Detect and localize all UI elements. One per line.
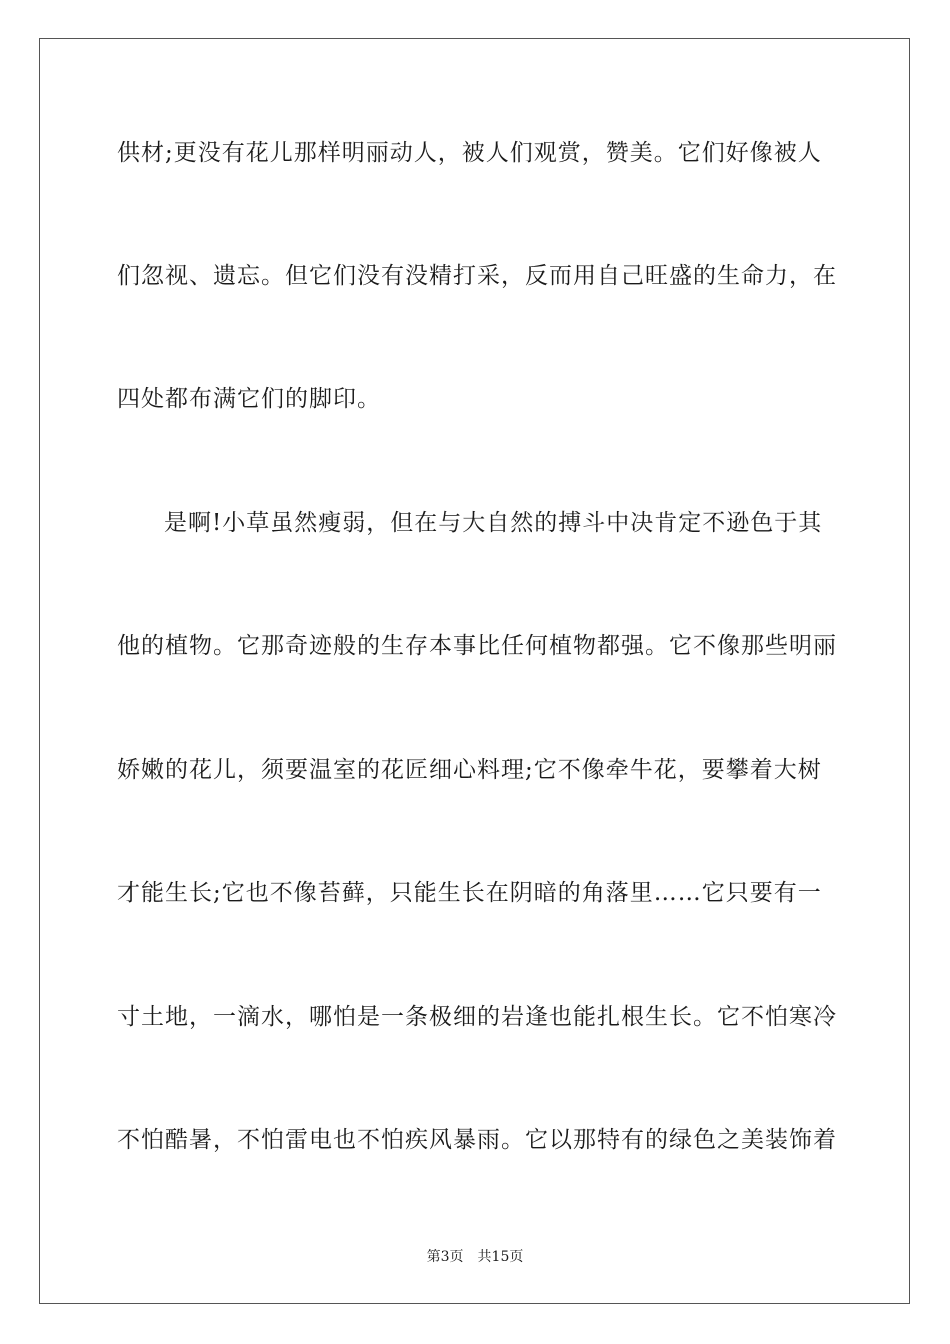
body-line-6: 娇嫩的花儿，须要温室的花匠细心料理;它不像牵牛花，要攀着大树 [117, 757, 822, 783]
body-line-1: 供材;更没有花儿那样明丽动人，被人们观赏，赞美。它们好像被人 [117, 140, 822, 166]
body-line-7: 才能生长;它也不像苔藓，只能生长在阴暗的角落里……它只要有一 [117, 880, 822, 906]
body-line-8: 寸土地，一滴水，哪怕是一条极细的岩逢也能扎根生长。它不怕寒冷 [117, 1004, 837, 1030]
page-border [39, 38, 910, 1304]
body-line-3: 四处都布满它们的脚印。 [117, 386, 381, 412]
page-number: 第3页 [426, 1249, 464, 1265]
body-line-5: 他的植物。它那奇迹般的生存本事比任何植物都强。它不像那些明丽 [117, 633, 837, 659]
page-footer [0, 1248, 950, 1266]
body-line-9: 不怕酷暑，不怕雷电也不怕疾风暴雨。它以那特有的绿色之美装饰着 [117, 1127, 837, 1153]
page-total: 共15页 [477, 1249, 524, 1265]
body-line-4: 是啊!小草虽然瘦弱，但在与大自然的搏斗中决肯定不逊色于其 [164, 510, 823, 536]
body-line-2: 们忽视、遗忘。但它们没有没精打采，反而用自己旺盛的生命力，在 [117, 263, 837, 289]
